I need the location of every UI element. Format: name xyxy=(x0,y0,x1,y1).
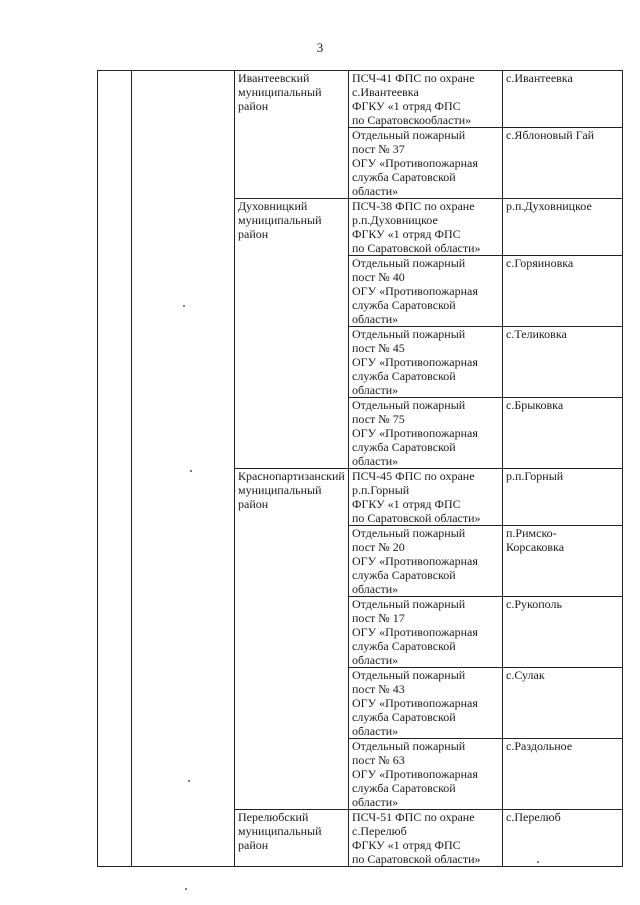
district-name: Краснопартизанский муниципальный район xyxy=(238,469,345,511)
unit-cell xyxy=(349,327,503,398)
blank-column-cell xyxy=(132,71,235,867)
unit-cell xyxy=(349,469,503,526)
unit-name: Отдельный пожарный пост № 20 ОГУ «Противопожарная служба Саратовской области» xyxy=(352,526,478,596)
unit-name: Отдельный пожарный пост № 17 ОГУ «Противопожарная служба Саратовской области» xyxy=(352,597,478,667)
locality-name: с.Сулак xyxy=(506,668,545,682)
unit-cell xyxy=(349,810,503,867)
locality-name: п.Римско- Корсаковка xyxy=(506,526,565,554)
district-cell xyxy=(235,469,349,810)
locality-name: с.Яблоновый Гай xyxy=(506,128,595,142)
fire-units-table-body xyxy=(98,71,623,867)
locality-cell xyxy=(503,739,623,810)
locality-name: с.Теликовка xyxy=(506,327,567,341)
unit-cell xyxy=(349,668,503,739)
district-cell xyxy=(235,810,349,867)
blank-column-cell xyxy=(98,71,132,867)
district-cell xyxy=(235,71,349,199)
locality-name: с.Брыковка xyxy=(506,398,564,412)
unit-name: Отдельный пожарный пост № 63 ОГУ «Противопожарная служба Саратовской области» xyxy=(352,739,478,809)
page-number: 3 xyxy=(316,40,324,55)
unit-cell xyxy=(349,128,503,199)
scan-speck xyxy=(190,470,192,472)
district-name: Перелюбский муниципальный район xyxy=(238,810,322,852)
locality-cell xyxy=(503,71,623,128)
unit-cell xyxy=(349,398,503,469)
unit-name: Отдельный пожарный пост № 45 ОГУ «Противопожарная служба Саратовской области» xyxy=(352,327,478,397)
locality-cell xyxy=(503,810,623,867)
unit-name: ПСЧ-51 ФПС по охране с.Перелюб ФГКУ «1 отряд ФПС по Саратовской области» xyxy=(352,810,481,866)
unit-cell xyxy=(349,526,503,597)
unit-cell xyxy=(349,597,503,668)
fire-units-table xyxy=(97,70,623,867)
unit-cell xyxy=(349,199,503,256)
district-name: Ивантеевский муниципальный район xyxy=(238,71,322,113)
district-name: Духовницкий муниципальный район xyxy=(238,199,322,241)
unit-cell xyxy=(349,256,503,327)
locality-cell xyxy=(503,469,623,526)
scan-speck xyxy=(185,888,187,890)
unit-name: Отдельный пожарный пост № 40 ОГУ «Противопожарная служба Саратовской области» xyxy=(352,256,478,326)
unit-name: Отдельный пожарный пост № 37 ОГУ «Противопожарная служба Саратовской области» xyxy=(352,128,478,198)
table-row xyxy=(98,71,623,128)
unit-name: ПСЧ-45 ФПС по охране р.п.Горный ФГКУ «1 отряд ФПС по Саратовской области» xyxy=(352,469,481,525)
scan-speck xyxy=(183,305,185,307)
locality-cell xyxy=(503,398,623,469)
locality-cell xyxy=(503,526,623,597)
unit-cell xyxy=(349,71,503,128)
scan-speck xyxy=(188,780,190,782)
locality-cell xyxy=(503,668,623,739)
locality-name: с.Рукополь xyxy=(506,597,562,611)
locality-cell xyxy=(503,256,623,327)
unit-name: ПСЧ-41 ФПС по охране с.Ивантеевка ФГКУ «1 отряд ФПС по Саратовскообласти» xyxy=(352,71,475,127)
locality-name: с.Перелюб xyxy=(506,810,561,824)
district-cell xyxy=(235,199,349,469)
unit-name: Отдельный пожарный пост № 43 ОГУ «Противопожарная служба Саратовской области» xyxy=(352,668,478,738)
unit-cell xyxy=(349,739,503,810)
unit-name: Отдельный пожарный пост № 75 ОГУ «Противопожарная служба Саратовской области» xyxy=(352,398,478,468)
locality-name: с.Ивантеевка xyxy=(506,71,573,85)
scan-speck xyxy=(537,861,539,863)
locality-name: р.п.Духовницкое xyxy=(506,199,592,213)
locality-cell xyxy=(503,199,623,256)
locality-name: с.Горяиновка xyxy=(506,256,574,270)
locality-cell xyxy=(503,327,623,398)
locality-cell xyxy=(503,128,623,199)
locality-cell xyxy=(503,597,623,668)
locality-name: р.п.Горный xyxy=(506,469,564,483)
unit-name: ПСЧ-38 ФПС по охране р.п.Духовницкое ФГКУ «1 отряд ФПС по Саратовской области» xyxy=(352,199,481,255)
locality-name: с.Раздольное xyxy=(506,739,573,753)
